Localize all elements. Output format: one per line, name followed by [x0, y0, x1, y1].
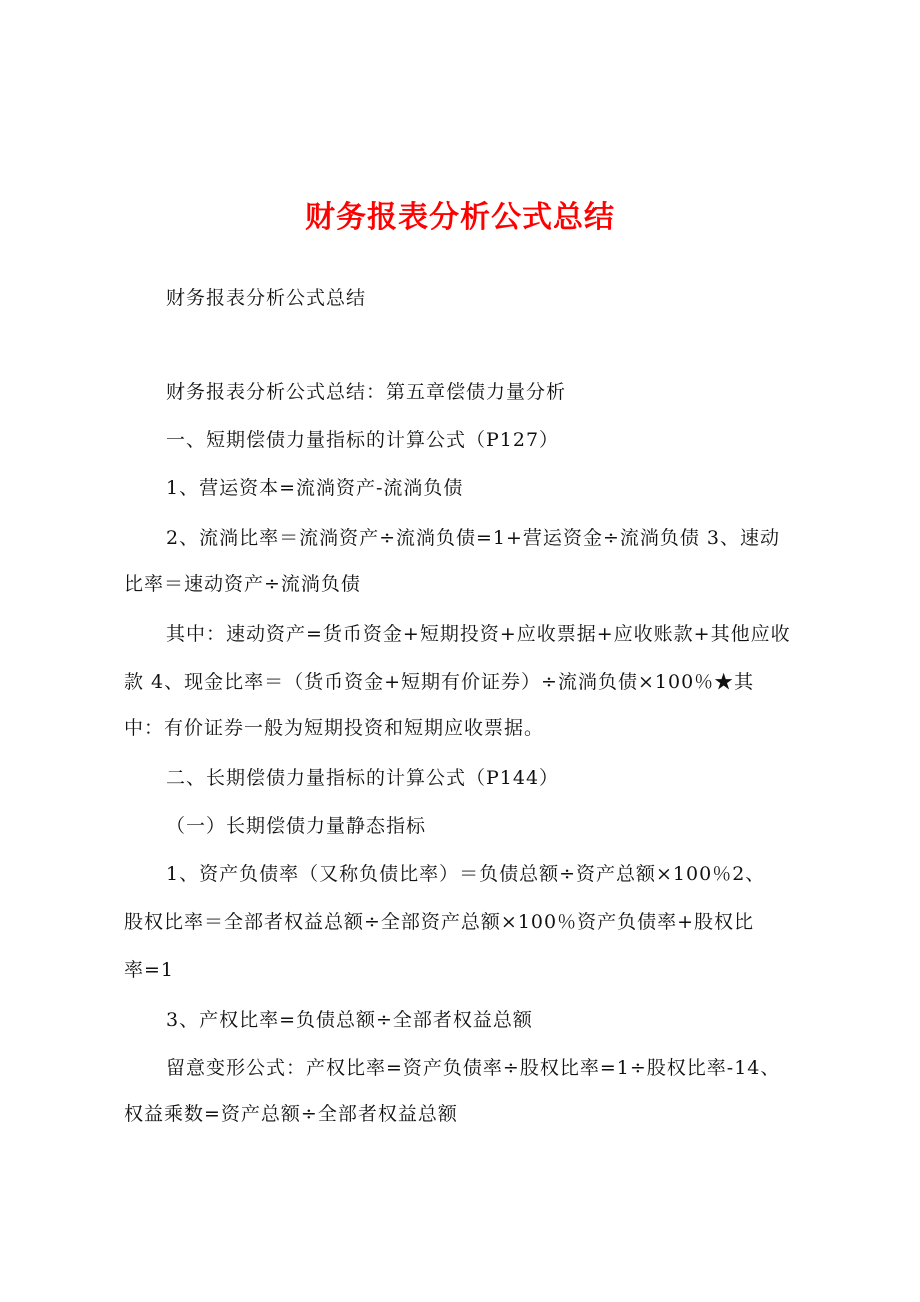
- section-heading-long-term: 二、长期偿债力量指标的计算公式（P144）: [166, 767, 560, 789]
- formula-current-ratio-line-1: 2、流淌比率＝流淌资产÷流淌负债=1+营运资金÷流淌负债 3、速动: [166, 527, 780, 549]
- paragraph-chapter-heading: 财务报表分析公式总结：第五章偿债力量分析: [166, 381, 567, 403]
- formula-working-capital: 1、营运资本=流淌资产-流淌负债: [166, 477, 464, 499]
- formula-quick-assets-line-3: 中：有价证券一般为短期投资和短期应收票据。: [124, 717, 545, 739]
- section-heading-short-term: 一、短期偿债力量指标的计算公式（P127）: [166, 429, 560, 451]
- formula-variants-line-2: 权益乘数=资产总额÷全部者权益总额: [124, 1103, 458, 1125]
- formula-debt-ratio-line-1: 1、资产负债率（又称负债比率）＝负债总额÷资产总额×100％2、: [166, 863, 766, 885]
- paragraph-subtitle: 财务报表分析公式总结: [166, 287, 367, 309]
- formula-quick-assets-line-1: 其中：速动资产=货币资金+短期投资+应收票据+应收账款+其他应收: [166, 623, 791, 645]
- formula-equity-ratio: 3、产权比率=负债总额÷全部者权益总额: [166, 1009, 533, 1031]
- formula-variants-line-1: 留意变形公式：产权比率=资产负债率÷股权比率=1÷股权比率-14、: [166, 1057, 781, 1079]
- subsection-heading-static: （一）长期偿债力量静态指标: [166, 815, 427, 837]
- formula-debt-ratio-line-3: 率=1: [124, 959, 175, 981]
- formula-debt-ratio-line-2: 股权比率＝全部者权益总额÷全部资产总额×100％资产负债率+股权比: [124, 911, 755, 933]
- formula-quick-assets-line-2: 款 4、现金比率＝（货币资金+短期有价证券）÷流淌负债×100％★其: [124, 671, 755, 693]
- formula-current-ratio-line-2: 比率＝速动资产÷流淌负债: [124, 573, 361, 595]
- document-title: 财务报表分析公式总结: [305, 200, 615, 235]
